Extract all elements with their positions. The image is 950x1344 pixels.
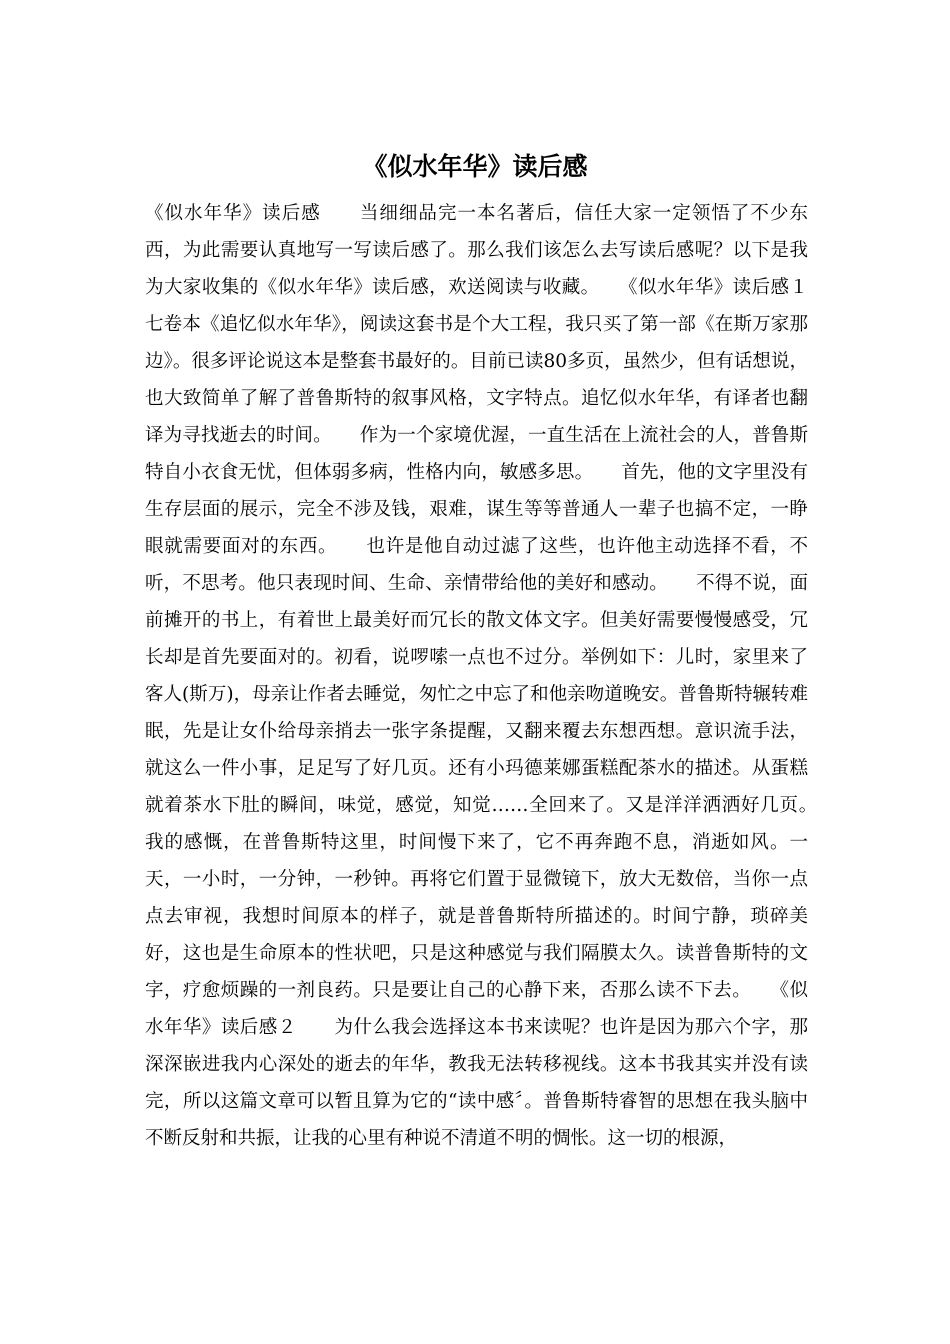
document-title: 《似水年华》读后感 [362, 152, 588, 181]
document-body-text: 《似水年华》读后感 当细细品完一本名著后，信任大家一定领悟了不少东西，为此需要认真地写一写读后感了。那么我们该怎么去写读后感呢？以下是我为大家收集的《似水年华》读后感，欢送阅读与收藏。 《似水年华》读后感１ 七卷本《追忆似水年华》，阅读这套书是个大工程，我只买了第一部《在斯万家那边》。很多评论说这本是整套书最好的。目前已读80多页，虽然少，但有话想说，也大致简单了解了普鲁斯特的叙事风格，文字特点。追忆似水年华，有译者也翻译为寻找逝去的时间。 作为一个家境优渥，一直生活在上流社会的人，普鲁斯特自小衣食无忧，但体弱多病，性格内向，敏感多思。 首先，他的文字里没有生存层面的展示，完全不涉及钱，艰难，谋生等等普通人一辈子也搞不定，一睁眼就需要面对的东西。 也许是他自动过滤了这些，也许他主动选择不看，不听，不思考。他只表现时间、生命、亲情带给他的美好和感动。 不得不说，面前摊开的书上，有着世上最美好而冗长的散文体文字。但美好需要慢慢感受，冗长却是首先要面对的。初看，说啰嗦一点也不过分。举例如下：儿时，家里来了客人(斯万)，母亲让作者去睡觉，匆忙之中忘了和他亲吻道晚安。普鲁斯特辗转难眠，先是让女仆给母亲捎去一张字条提醒，又翻来覆去东想西想。意识流手法，就这么一件小事，足足写了好几页。还有小玛德莱娜蛋糕配茶水的描述。从蛋糕就着茶水下肚的瞬间，味觉，感觉，知觉……全回来了。又是洋洋洒洒好几页。 我的感慨，在普鲁斯特这里，时间慢下来了，它不再奔跑不息，消逝如风。一天，一小时，一分钟，一秒钟。再将它们置于显微镜下，放大无数倍，当你一点点去审视，我想时间原本的样子，就是普鲁斯特所描述的。时间宁静，琐碎美好，这也是生命原本的性状吧，只是这种感觉与我们隔膜太久。读普鲁斯特的文字，疗愈烦躁的一剂良药。只是要让自己的心静下来，否那么读不下去。 《似水年华》读后感２ 为什么我会选择这本书来读呢？也许是因为那六个字，那深深嵌进我内心深处的逝去的年华，教我无法转移视线。这本书我其实并没有读完，所以这篇文章可以暂且算为它的“读中感〞。普鲁斯特睿智的思想在我头脑中不断反射和共振，让我的心里有种说不清道不明的惆怅。这一切的根源， [145, 203, 846, 1149]
